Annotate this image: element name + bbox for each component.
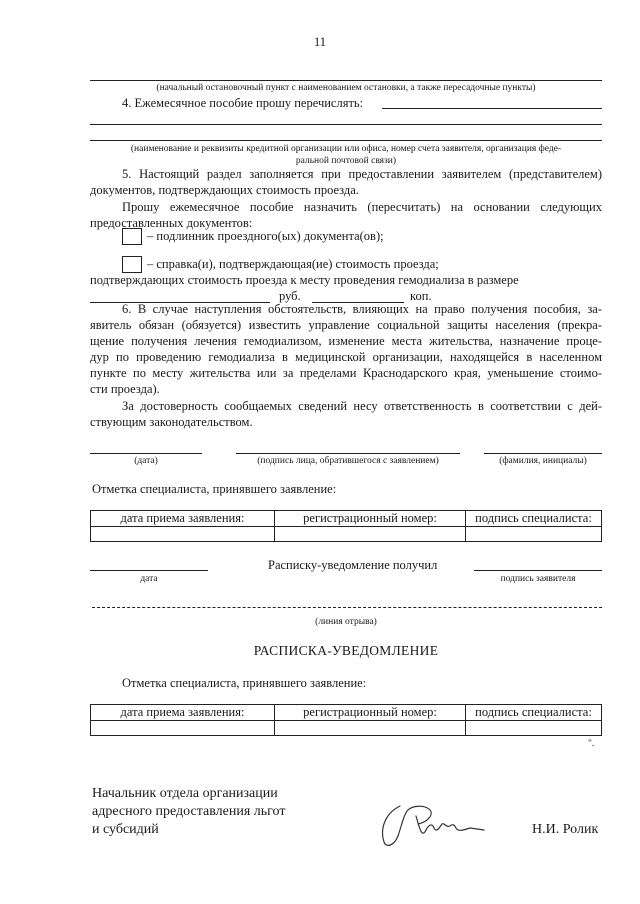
receipt-signature-line[interactable]: [474, 570, 602, 571]
footer-name: Н.И. Ролик: [532, 822, 599, 837]
table-cell-signature[interactable]: [466, 527, 602, 542]
original-ticket-label: – подлинник проездного(ых) документа(ов);: [147, 229, 384, 243]
bank-caption-2: ральной почтовой связи): [295, 156, 397, 166]
responsibility-line-2: ствующим законодательством.: [90, 415, 253, 429]
date-caption: (дата): [134, 456, 158, 466]
name-caption: (фамилия, инициалы): [499, 456, 587, 466]
item6-line-3: щение получения лечения гемодиализом, изменение места жительства, назначение проце-: [90, 334, 602, 348]
bank-input-line-3[interactable]: [90, 140, 602, 141]
bank-caption-1: (наименование и реквизиты кредитной организации или офиса, номер счета заявителя, организация феде-: [130, 144, 562, 154]
name-input-line[interactable]: [484, 453, 602, 454]
item5-line-1: 5. Настоящий раздел заполняется при предоставлении заявителем (представителем): [122, 167, 602, 181]
page-number: 11: [313, 35, 327, 49]
item5-line-3: Прошу ежемесячное пособие назначить (пересчитать) на основании следующих: [122, 200, 602, 214]
item4-text: 4. Ежемесячное пособие прошу перечислять:: [122, 96, 364, 110]
route-caption: (начальный остановочный пункт с наименованием остановки, а также пересадочные пункты): [156, 83, 536, 93]
receipt-date-line[interactable]: [90, 570, 208, 571]
footer-position-line-1: Начальник отдела организации: [92, 786, 278, 801]
cost-certificate-label: – справка(и), подтверждающая(ие) стоимость проезда;: [147, 257, 439, 271]
date-input-line[interactable]: [90, 453, 202, 454]
route-input-line[interactable]: [90, 80, 602, 81]
table-header-regnum: регистрационный номер:: [275, 511, 466, 527]
table-cell-date[interactable]: [91, 527, 275, 542]
footer-position-line-3: и субсидий: [92, 822, 159, 837]
rub-label: руб.: [279, 289, 301, 303]
table-header-row: [91, 705, 602, 721]
table-cell-date[interactable]: [91, 721, 275, 736]
table-header-signature: подпись специалиста:: [466, 705, 602, 721]
specialist-mark-1: Отметка специалиста, принявшего заявление:: [92, 482, 337, 496]
table-row: [91, 527, 602, 542]
receipt-signature-caption: подпись заявителя: [500, 574, 576, 584]
receipt-date-caption: дата: [140, 574, 158, 584]
cost-line: подтверждающих стоимость проезда к месту проведения гемодиализа в размере: [90, 273, 519, 287]
item6-line-4: дур по проведению гемодиализа в медицинской организации, находящейся в населенном: [90, 350, 602, 364]
receipt-received-label: Расписку-уведомление получил: [268, 558, 438, 572]
original-ticket-checkbox[interactable]: [122, 228, 142, 245]
kop-label: коп.: [410, 289, 432, 303]
table-header-date: дата приема заявления:: [91, 511, 275, 527]
item6-line-2: явитель обязан (обязуется) известить управление социальной защиты населения (прекра-: [90, 318, 602, 332]
cost-certificate-checkbox[interactable]: [122, 256, 142, 273]
bank-input-line-1[interactable]: [382, 108, 602, 109]
table-header-row: [91, 511, 602, 527]
table-row: [91, 721, 602, 736]
item5-line-2: документов, подтверждающих стоимость проезда.: [90, 183, 359, 197]
table-cell-regnum[interactable]: [275, 721, 466, 736]
table-cell-regnum[interactable]: [275, 527, 466, 542]
table-header-date: дата приема заявления:: [91, 705, 275, 721]
table-header-regnum: регистрационный номер:: [275, 705, 466, 721]
signature-input-line[interactable]: [236, 453, 460, 454]
item6-line-6: сти проезда).: [90, 382, 160, 396]
table-header-signature: подпись специалиста:: [466, 511, 602, 527]
item6-line-1: 6. В случае наступления обстоятельств, влияющих на право получения пособия, за-: [122, 302, 602, 316]
tear-line-caption: (линия отрыва): [315, 617, 377, 627]
registration-table-2: [90, 704, 602, 736]
footer-position-line-2: адресного предоставления льгот: [92, 804, 286, 819]
item6-line-5: пункте по месту жительства или за пределами Краснодарского края, уменьшение стоимо-: [90, 366, 602, 380]
table-cell-signature[interactable]: [466, 721, 602, 736]
closing-quote: ".: [588, 739, 595, 749]
specialist-mark-2: Отметка специалиста, принявшего заявление:: [122, 676, 367, 690]
signature-caption: (подпись лица, обратившегося с заявлением): [257, 456, 439, 466]
receipt-title: РАСПИСКА-УВЕДОМЛЕНИЕ: [253, 643, 439, 658]
handwritten-signature: [372, 800, 488, 850]
registration-table-1: [90, 510, 602, 542]
tear-line: [92, 607, 602, 608]
bank-input-line-2[interactable]: [90, 124, 602, 125]
item5-line-4: предоставленных документов:: [90, 216, 253, 230]
responsibility-line-1: За достоверность сообщаемых сведений несу ответственность в соответствии с дей-: [122, 399, 602, 413]
